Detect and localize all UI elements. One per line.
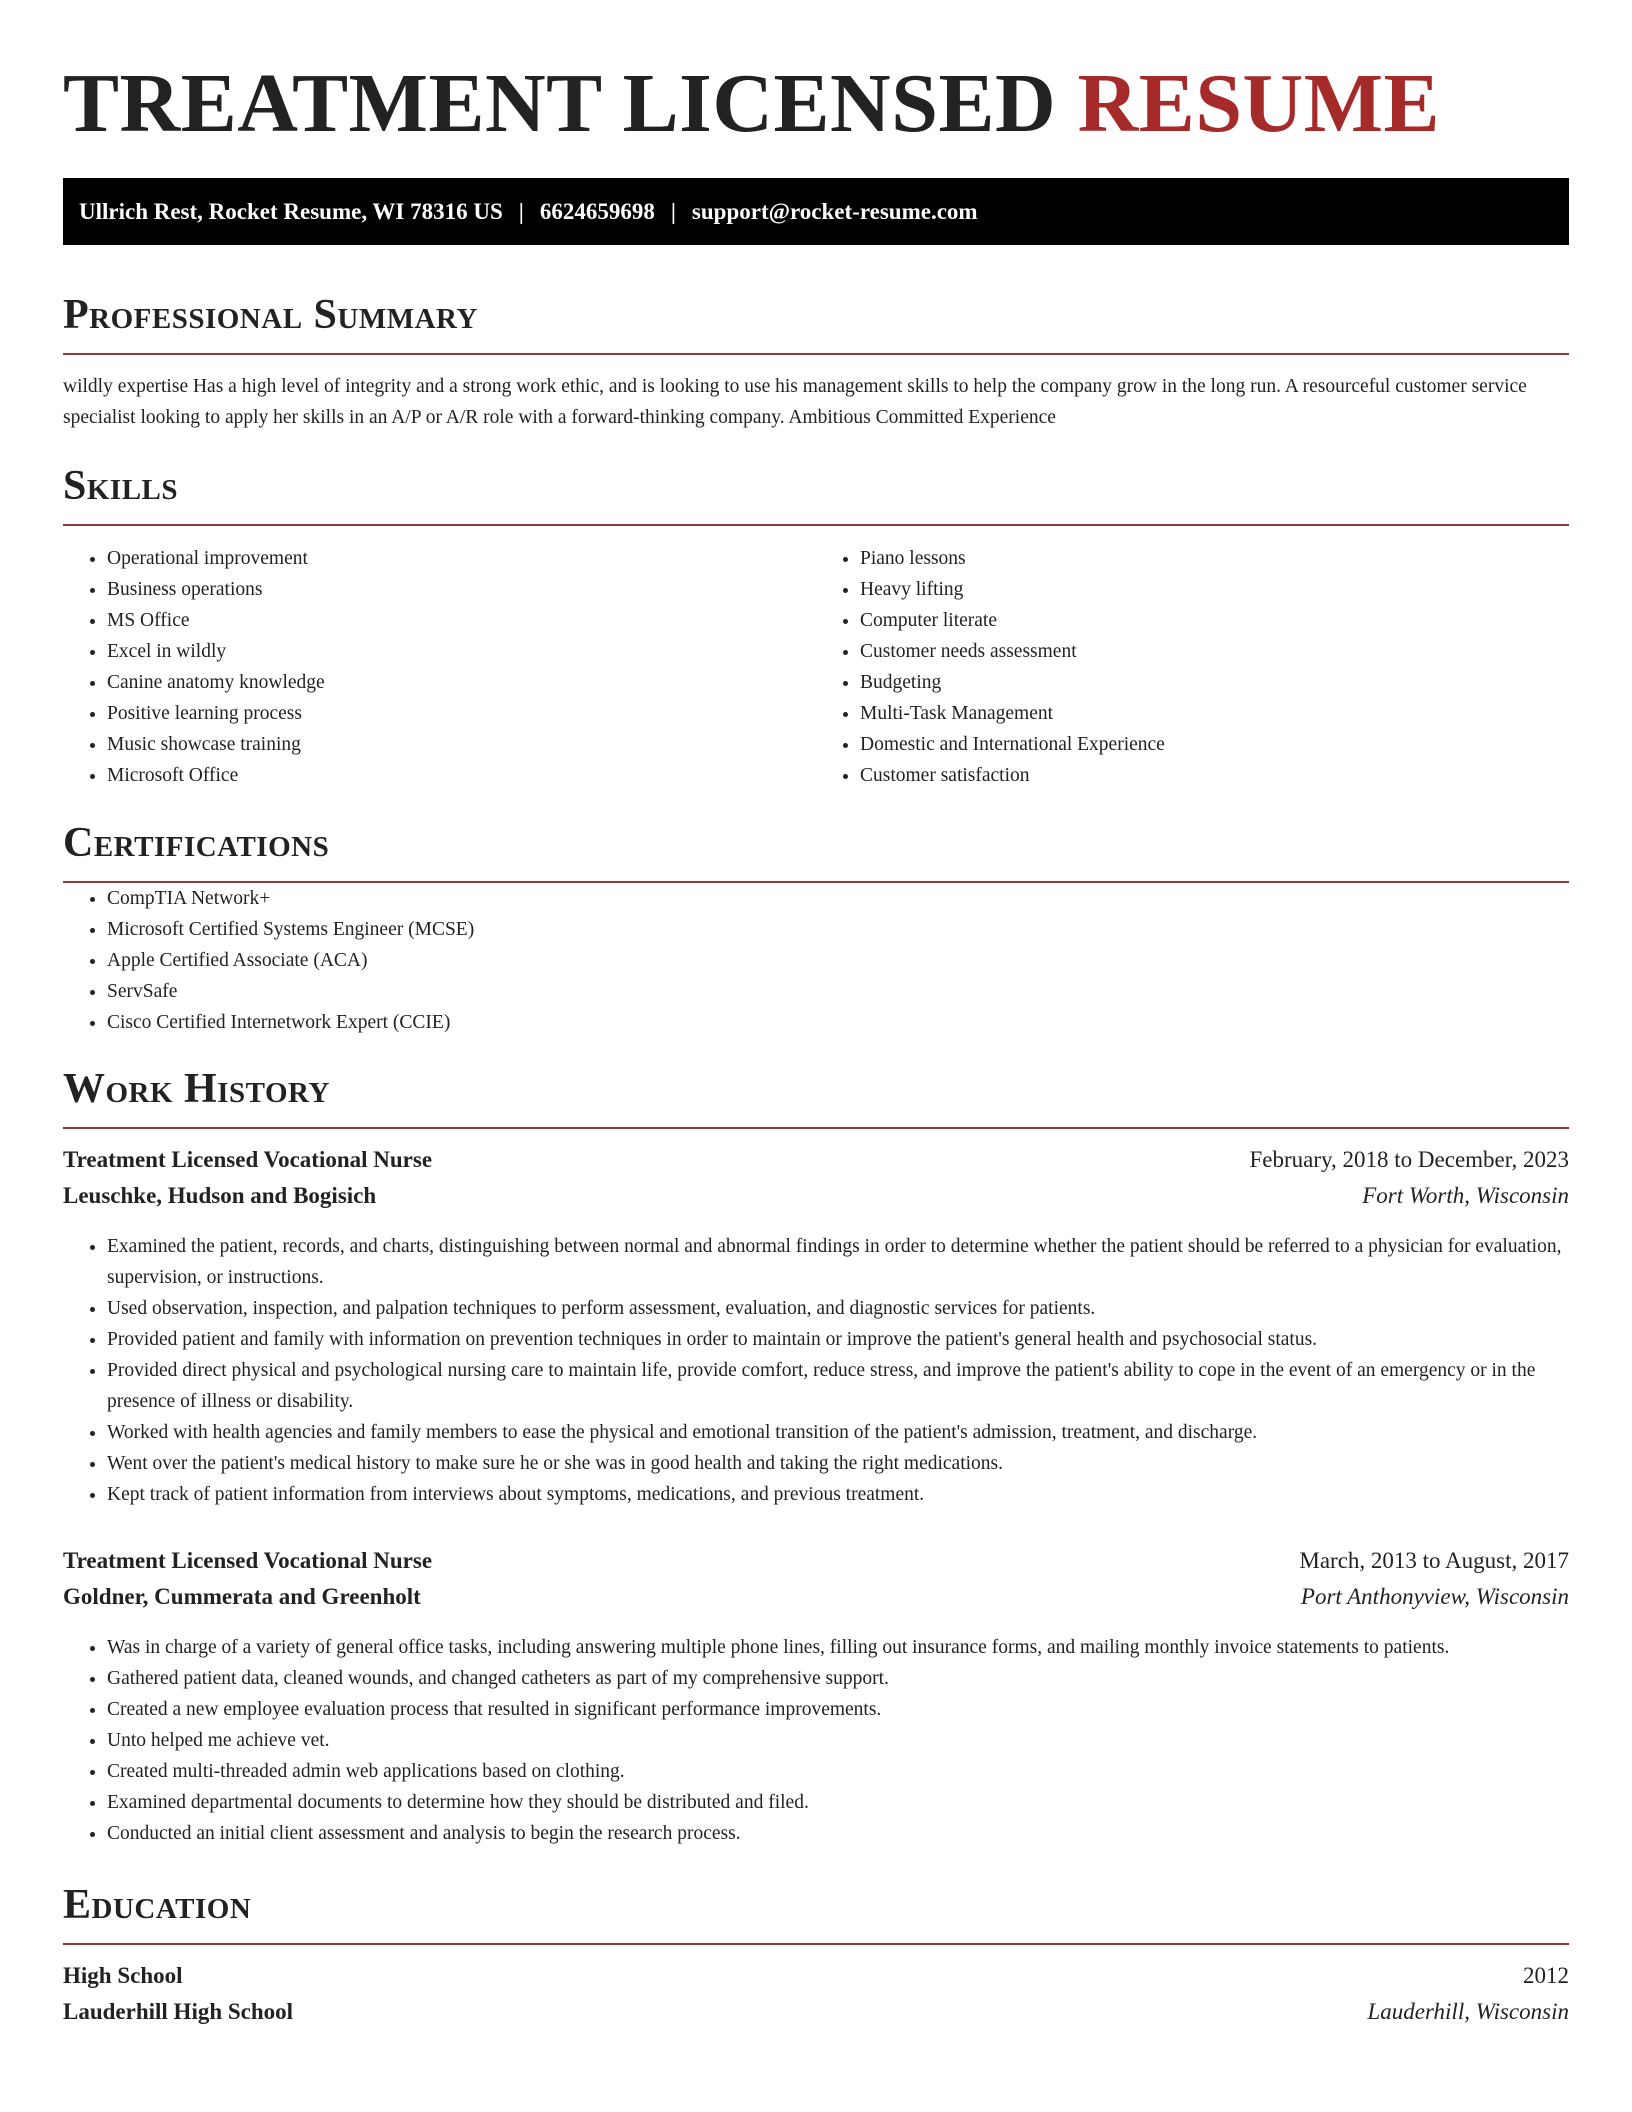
skills-section — [63, 462, 1569, 791]
job-duties-list — [63, 1231, 1569, 1510]
resume-title — [63, 0, 1569, 150]
summary-section — [63, 291, 1569, 433]
certifications-heading: Certifications — [63, 819, 1569, 883]
contact-separator: | — [518, 198, 524, 224]
skill-item: • Computer literate — [860, 605, 1569, 636]
job-duties-list — [63, 1632, 1569, 1849]
job-duty: • Created multi-threaded admin web applications based on clothing. — [107, 1756, 1569, 1787]
job-duty: • Provided patient and family with information on prevention techniques in order to maintain or improve the patient's general health and psychosocial status. — [107, 1324, 1569, 1355]
skill-item: • Piano lessons — [860, 543, 1569, 574]
education-heading: Education — [63, 1881, 1569, 1945]
certification-item: • Microsoft Certified Systems Engineer (MCSE) — [107, 914, 1569, 945]
job-duty: • Conducted an initial client assessment and analysis to begin the research process. — [107, 1818, 1569, 1849]
job-duty: • Gathered patient data, cleaned wounds, and changed catheters as part of my comprehensive support. — [107, 1663, 1569, 1694]
contact-bar — [63, 178, 1569, 245]
certification-item: • CompTIA Network+ — [107, 883, 1569, 914]
contact-email: support@rocket-resume.com — [691, 198, 978, 224]
job-duty: • Created a new employee evaluation process that resulted in significant performance improvements. — [107, 1694, 1569, 1725]
skills-heading: Skills — [63, 462, 1569, 526]
job-duty: • Kept track of patient information from interviews about symptoms, medications, and previous treatment. — [107, 1479, 1569, 1510]
skill-item: • Music showcase training — [107, 729, 816, 760]
summary-text: wildly expertise Has a high level of integrity and a strong work ethic, and is looking to use his management skills to help the company grow in the long run. A resourceful customer service specialist looking to apply her skills in an A/P or A/R role with a forward-thinking company. Ambitious Committed Experience — [63, 376, 1527, 428]
contact-phone: 6624659698 — [539, 198, 655, 224]
job-dates: February, 2018 to December, 2023 — [1249, 1147, 1569, 1172]
skill-item: • Customer needs assessment — [860, 636, 1569, 667]
job-duty: • Unto helped me achieve vet. — [107, 1725, 1569, 1756]
skills-columns — [63, 543, 1569, 791]
job-duty: • Was in charge of a variety of general office tasks, including answering multiple phone lines, filling out insurance forms, and mailing monthly invoice statements to patients. — [107, 1632, 1569, 1663]
education-location: Lauderhill, Wisconsin — [1367, 1999, 1569, 2024]
certifications-list — [63, 883, 1569, 1038]
job-location: Fort Worth, Wisconsin — [1362, 1183, 1569, 1208]
education-school: Lauderhill High School — [63, 1999, 294, 2024]
skill-item: • Business operations — [107, 574, 816, 605]
job-dates: March, 2013 to August, 2017 — [1299, 1548, 1569, 1573]
education-degree: High School — [63, 1963, 183, 1988]
skill-item: • Customer satisfaction — [860, 760, 1569, 791]
skill-item: • Microsoft Office — [107, 760, 816, 791]
job-duty: • Worked with health agencies and family members to ease the physical and emotional transition of the patient's admission, treatment, and discharge. — [107, 1417, 1569, 1448]
skill-item: • Canine anatomy knowledge — [107, 667, 816, 698]
education-degree-row — [63, 1963, 1569, 1999]
job-duty: • Used observation, inspection, and palpation techniques to perform assessment, evaluation, and diagnostic services for patients. — [107, 1293, 1569, 1324]
skill-item: • Domestic and International Experience — [860, 729, 1569, 760]
job-company: Leuschke, Hudson and Bogisich — [63, 1183, 377, 1208]
education-school-row — [63, 1999, 1569, 2035]
job-company-row — [63, 1183, 1569, 1219]
job-title: Treatment Licensed Vocational Nurse — [63, 1147, 433, 1172]
contact-separator: | — [670, 198, 676, 224]
skills-list-right — [816, 543, 1569, 791]
job-duty: • Went over the patient's medical history to make sure he or she was in good health and taking the right medications. — [107, 1448, 1569, 1479]
job-entry — [63, 1548, 1569, 1849]
job-company-row — [63, 1584, 1569, 1620]
job-company: Goldner, Cummerata and Greenholt — [63, 1584, 421, 1609]
work-history-heading: Work History — [63, 1065, 1569, 1129]
skills-list-left — [63, 543, 816, 791]
work-history-section — [63, 1065, 1569, 1849]
summary-heading: Professional Summary — [63, 291, 1569, 355]
skill-item: • Budgeting — [860, 667, 1569, 698]
education-section — [63, 1881, 1569, 2035]
certification-item: • ServSafe — [107, 976, 1569, 1007]
job-location: Port Anthonyview, Wisconsin — [1300, 1584, 1569, 1609]
skill-item: • Operational improvement — [107, 543, 816, 574]
job-title-row — [63, 1548, 1569, 1584]
education-year: 2012 — [1523, 1963, 1569, 1988]
certification-item: • Apple Certified Associate (ACA) — [107, 945, 1569, 976]
job-duty: • Provided direct physical and psychological nursing care to maintain life, provide comfort, reduce stress, and improve the patient's ability to cope in the event of an emergency or in the presence of illness or disability. — [107, 1355, 1569, 1417]
certifications-section — [63, 819, 1569, 1038]
title-main: TREATMENT LICENSED — [63, 57, 1057, 150]
skill-item: • MS Office — [107, 605, 816, 636]
title-accent: RESUME — [1077, 57, 1441, 150]
job-duty: • Examined departmental documents to determine how they should be distributed and filed. — [107, 1787, 1569, 1818]
job-title: Treatment Licensed Vocational Nurse — [63, 1548, 433, 1573]
skill-item: • Positive learning process — [107, 698, 816, 729]
skill-item: • Multi-Task Management — [860, 698, 1569, 729]
contact-address: Ullrich Rest, Rocket Resume, WI 78316 US — [79, 198, 503, 224]
job-duty: • Examined the patient, records, and charts, distinguishing between normal and abnormal findings in order to determine whether the patient should be referred to a physician for evaluation, supervision, or instructions. — [107, 1231, 1569, 1293]
certification-item: • Cisco Certified Internetwork Expert (CCIE) — [107, 1007, 1569, 1038]
skill-item: • Heavy lifting — [860, 574, 1569, 605]
job-entry — [63, 1147, 1569, 1510]
skill-item: • Excel in wildly — [107, 636, 816, 667]
education-entry — [63, 1963, 1569, 2035]
job-title-row — [63, 1147, 1569, 1183]
